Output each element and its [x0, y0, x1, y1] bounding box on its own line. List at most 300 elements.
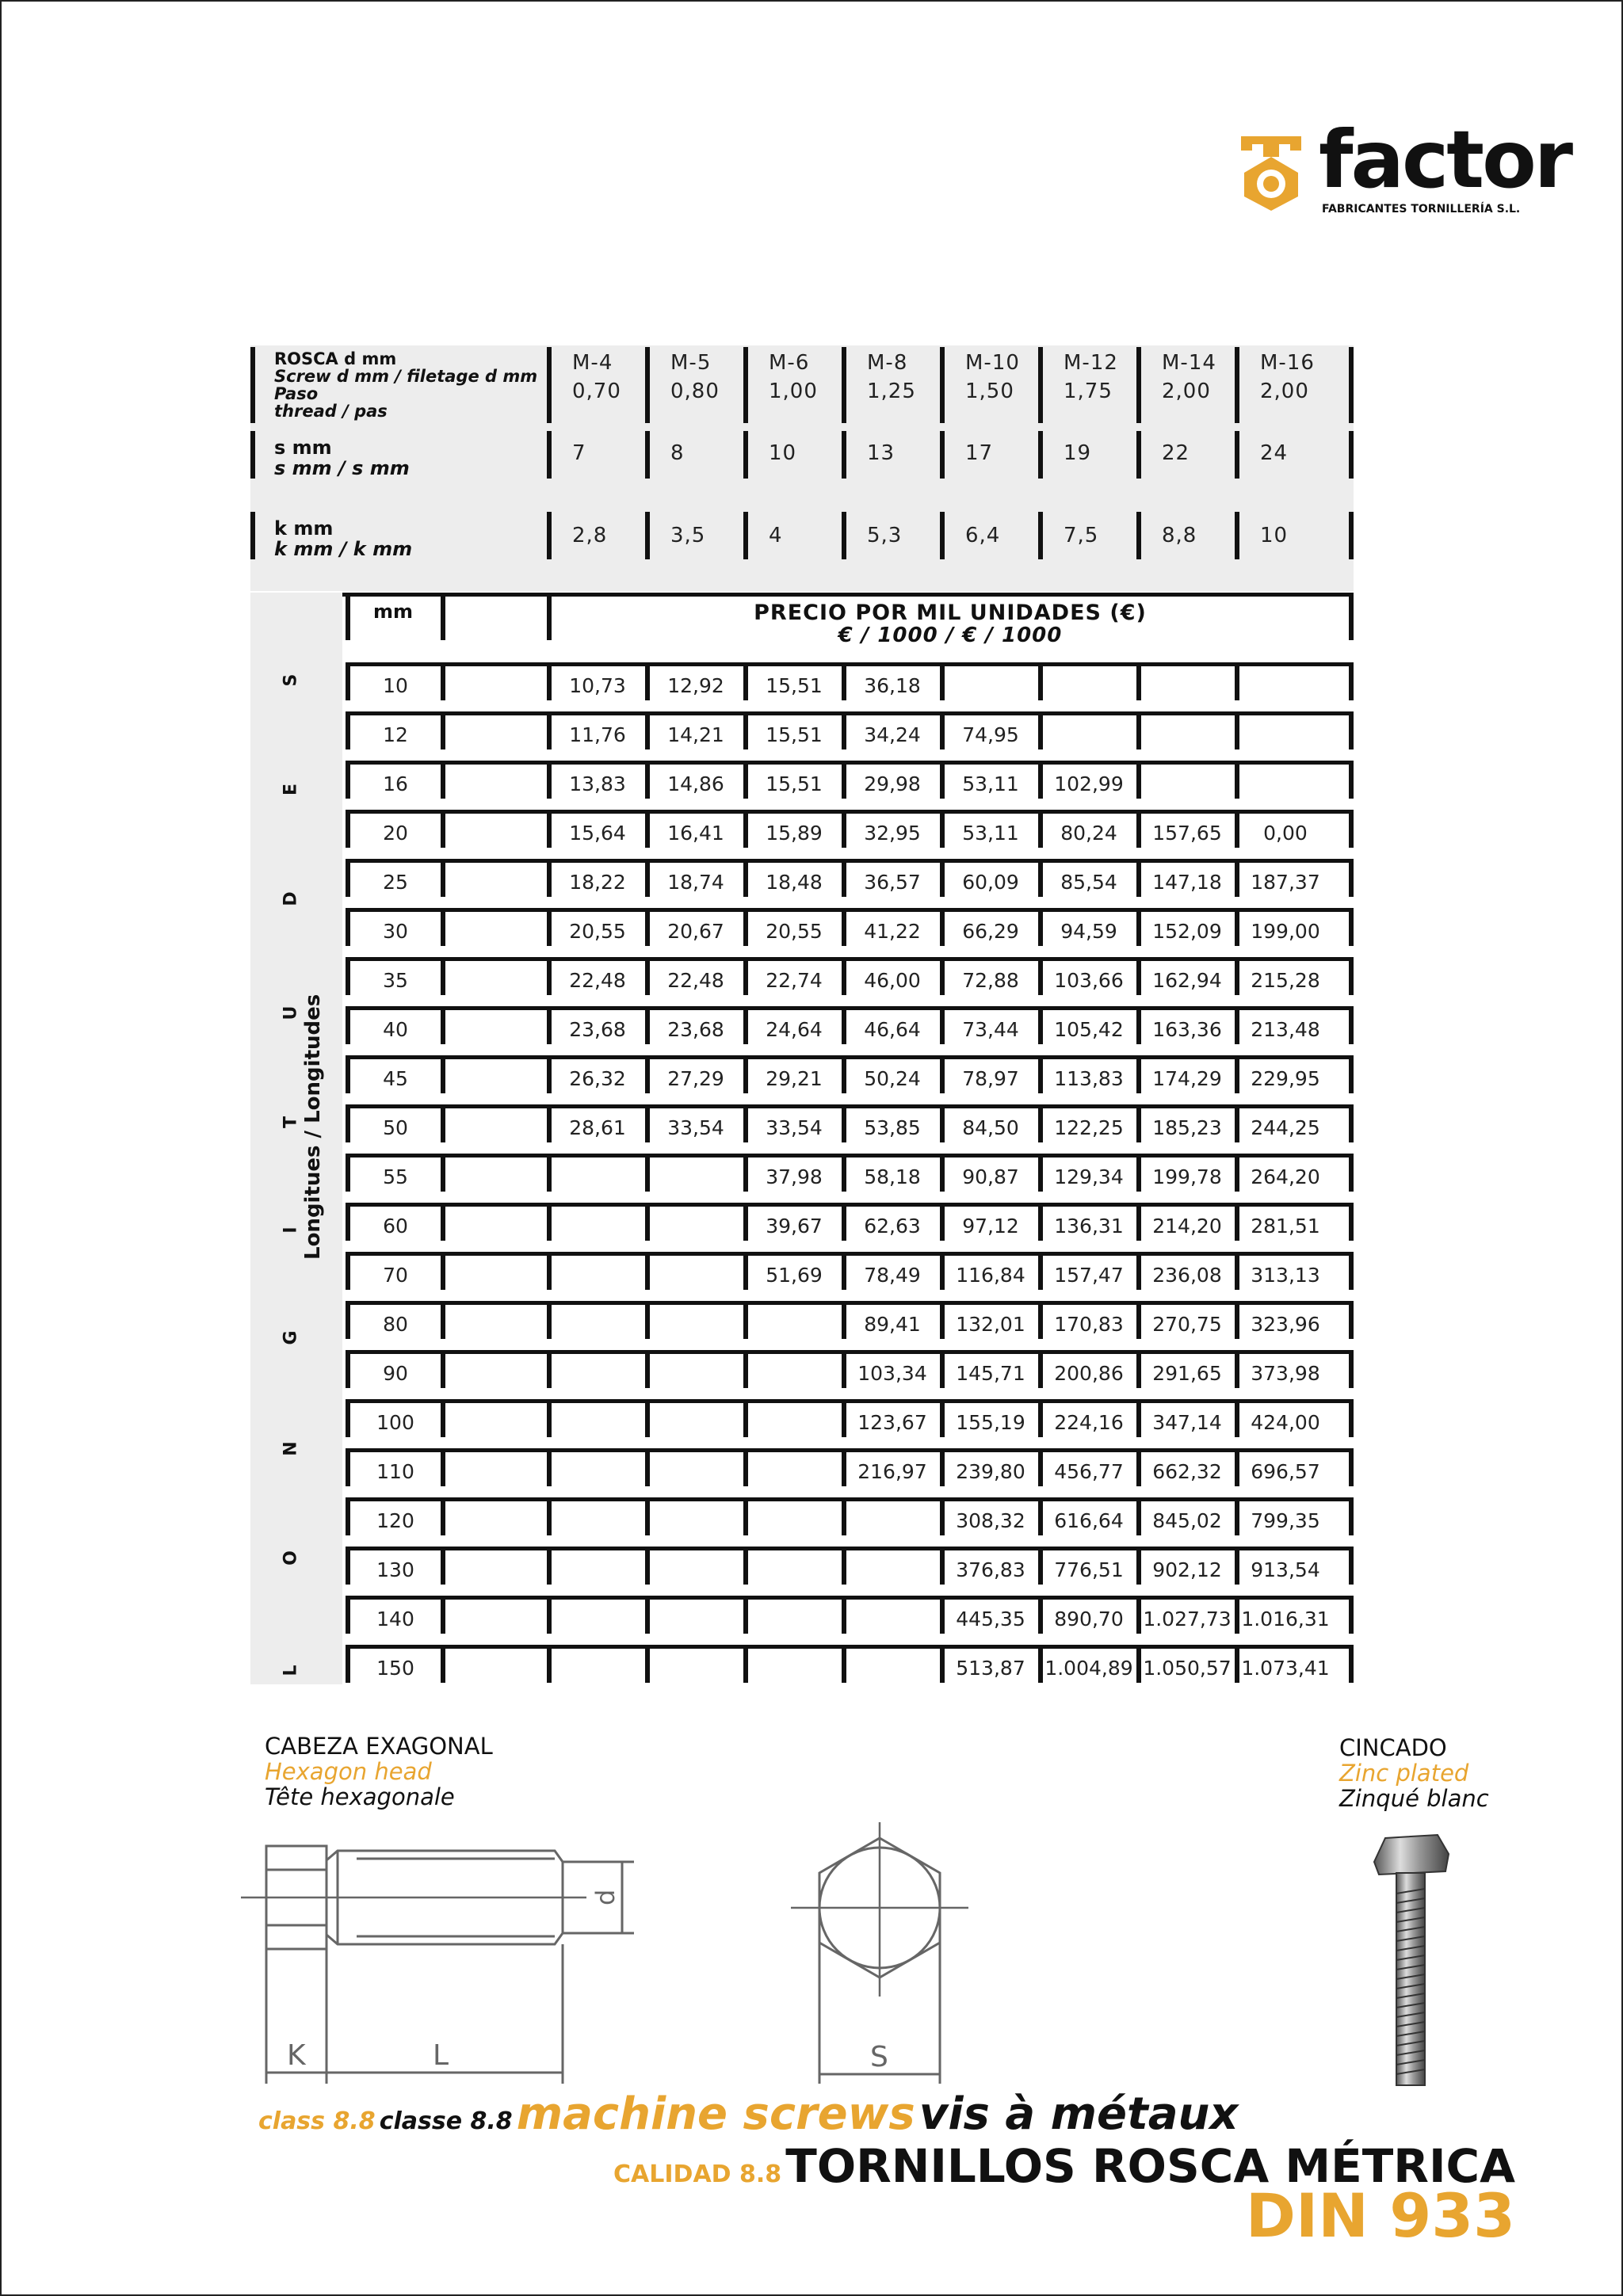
header-column-bar: [547, 431, 552, 479]
header-column-bar: [743, 347, 748, 423]
k-value: 4: [769, 524, 783, 547]
price-cell: 1.073,41: [1241, 1657, 1330, 1680]
price-cell: 28,61: [569, 1116, 626, 1139]
price-cell: [1141, 713, 1233, 757]
price-cell: [748, 1597, 840, 1642]
price-cell: [748, 1646, 840, 1691]
price-cell: 62,63: [864, 1215, 921, 1238]
price-header-bar: [547, 596, 552, 640]
s-value: 8: [670, 441, 685, 465]
price-cell: 53,11: [962, 772, 1019, 795]
title-line-1: [258, 2088, 1239, 2140]
price-cell: 41,22: [864, 920, 921, 943]
price-cell: [1141, 762, 1233, 807]
price-cell: 37,98: [766, 1165, 823, 1188]
s-value: 19: [1064, 441, 1092, 465]
price-cell: 11,76: [569, 723, 626, 746]
length-cell: 130: [376, 1558, 414, 1581]
price-cell: 102,99: [1054, 772, 1124, 795]
rosca-label-en: Screw d mm / filetage d mm: [274, 367, 538, 386]
mm-header-bar: [346, 596, 350, 640]
s-label: [274, 437, 410, 479]
thread-pitch: 1,00: [769, 379, 818, 403]
row-column-bar: [1349, 1006, 1354, 1044]
price-cell: 264,20: [1251, 1165, 1320, 1188]
price-cell: 18,48: [766, 871, 823, 894]
price-cell: [650, 1204, 742, 1249]
row-column-bar: [441, 1104, 445, 1142]
price-cell: 15,89: [766, 822, 823, 845]
thread-pitch: 2,00: [1260, 379, 1309, 403]
price-title: [547, 602, 1354, 646]
header-column-bar: [940, 431, 945, 479]
s-value: 22: [1162, 441, 1190, 465]
header-column-bar: [1038, 347, 1043, 423]
thread-pitch: 1,25: [867, 379, 916, 403]
price-cell: 58,18: [864, 1165, 921, 1188]
finish-en: Zinc plated: [1339, 1760, 1469, 1787]
header-column-bar: [1235, 431, 1239, 479]
price-cell: [552, 1548, 643, 1592]
price-cell: 281,51: [1251, 1215, 1320, 1238]
price-cell: 32,95: [864, 822, 921, 845]
price-cell: 15,51: [766, 772, 823, 795]
price-cell: 224,16: [1054, 1411, 1124, 1434]
price-cell: 162,94: [1152, 969, 1222, 992]
header-bar: [250, 512, 255, 559]
price-cell: 36,18: [864, 674, 921, 697]
header-column-bar: [842, 512, 846, 559]
price-cell: [846, 1646, 938, 1691]
length-cell: 100: [376, 1411, 414, 1434]
header-column-bar: [645, 431, 650, 479]
price-cell: 696,57: [1251, 1460, 1320, 1483]
side-letter: L: [281, 1665, 301, 1676]
price-title-sub: € / 1000 / € / 1000: [838, 624, 1063, 647]
price-cell: [1043, 664, 1135, 708]
header-bar: [250, 431, 255, 479]
price-cell: [748, 1352, 840, 1396]
row-column-bar: [1349, 1448, 1354, 1486]
price-cell: 662,32: [1152, 1460, 1222, 1483]
price-cell: 66,29: [962, 920, 1019, 943]
price-cell: [650, 1352, 742, 1396]
price-cell: 15,51: [766, 674, 823, 697]
price-cell: 12,92: [667, 674, 724, 697]
thread-size: M-12: [1064, 351, 1118, 375]
price-cell: 22,48: [569, 969, 626, 992]
price-cell: [552, 1401, 643, 1445]
head-type-en: Hexagon head: [265, 1758, 432, 1785]
price-cell: [748, 1499, 840, 1543]
row-column-bar: [1349, 1547, 1354, 1585]
calidad: CALIDAD 8.8: [613, 2161, 782, 2188]
price-cell: [748, 1302, 840, 1347]
price-cell: [748, 1401, 840, 1445]
header-column-bar: [1038, 512, 1043, 559]
price-cell: 376,83: [956, 1558, 1025, 1581]
finish-fr: Zinqué blanc: [1339, 1785, 1489, 1812]
price-cell: [748, 1450, 840, 1494]
price-cell: 799,35: [1251, 1509, 1320, 1532]
side-letter: D: [281, 891, 301, 906]
price-cell: 36,57: [864, 871, 921, 894]
row-column-bar: [441, 859, 445, 897]
price-cell: [846, 1548, 938, 1592]
length-cell: 10: [383, 674, 408, 697]
price-cell: [552, 1646, 643, 1691]
price-title-main: PRECIO POR MIL UNIDADES (€): [754, 601, 1147, 625]
row-column-bar: [1349, 1301, 1354, 1339]
row-column-bar: [1349, 908, 1354, 946]
price-cell: [552, 1204, 643, 1249]
s-value: 10: [769, 441, 797, 465]
s-label-en: s mm / s mm: [274, 457, 410, 479]
diagram-label-d: d: [590, 1889, 621, 1905]
price-cell: 60,09: [962, 871, 1019, 894]
s-value: 24: [1260, 441, 1289, 465]
price-cell: 313,13: [1251, 1264, 1320, 1287]
price-cell: [846, 1499, 938, 1543]
price-cell: [1239, 664, 1331, 708]
price-cell: 347,14: [1152, 1411, 1222, 1434]
price-cell: 53,11: [962, 822, 1019, 845]
row-column-bar: [441, 1006, 445, 1044]
row-column-bar: [441, 1252, 445, 1290]
price-cell: 216,97: [857, 1460, 927, 1483]
price-cell: 51,69: [766, 1264, 823, 1287]
row-column-bar: [441, 1301, 445, 1339]
row-column-bar: [1349, 761, 1354, 799]
length-cell: 30: [383, 920, 408, 943]
price-header-bar: [1349, 596, 1354, 640]
price-cell: 116,84: [956, 1264, 1025, 1287]
price-cell: 23,68: [569, 1018, 626, 1041]
price-cell: 1.004,89: [1044, 1657, 1133, 1680]
price-cell: 456,77: [1054, 1460, 1124, 1483]
price-cell: 913,54: [1251, 1558, 1320, 1581]
price-cell: 84,50: [962, 1116, 1019, 1139]
price-cell: 1.027,73: [1143, 1608, 1232, 1630]
row-column-bar: [441, 761, 445, 799]
s-value: 17: [965, 441, 994, 465]
price-cell: 174,29: [1152, 1067, 1222, 1090]
header-column-bar: [842, 347, 846, 423]
row-column-bar: [1349, 1104, 1354, 1142]
price-cell: 616,64: [1054, 1509, 1124, 1532]
price-cell: [1141, 664, 1233, 708]
price-cell: 80,24: [1060, 822, 1117, 845]
length-cell: 60: [383, 1215, 408, 1238]
length-cell: 120: [376, 1509, 414, 1532]
row-column-bar: [441, 957, 445, 995]
row-column-bar: [1349, 957, 1354, 995]
price-cell: [650, 1499, 742, 1543]
price-cell: 145,71: [956, 1362, 1025, 1385]
price-cell: [846, 1597, 938, 1642]
price-cell: 20,67: [667, 920, 724, 943]
price-cell: 23,68: [667, 1018, 724, 1041]
header-column-bar: [743, 431, 748, 479]
k-label: [274, 518, 412, 559]
price-cell: 85,54: [1060, 871, 1117, 894]
finish-block: [1339, 1735, 1489, 1811]
side-letter: O: [281, 1550, 301, 1566]
logo-word: factor: [1319, 113, 1571, 206]
length-cell: 55: [383, 1165, 408, 1188]
class-en: class 8.8: [258, 2107, 376, 2135]
price-cell: 147,18: [1152, 871, 1222, 894]
price-cell: 29,98: [864, 772, 921, 795]
side-band: [250, 593, 342, 1684]
length-cell: 35: [383, 969, 408, 992]
header-column-bar: [1235, 512, 1239, 559]
price-cell: 244,25: [1251, 1116, 1320, 1139]
price-cell: 103,34: [857, 1362, 927, 1385]
thread-size: M-14: [1162, 351, 1216, 375]
price-cell: [650, 1253, 742, 1298]
thread-pitch: 0,70: [572, 379, 621, 403]
row-column-bar: [441, 1399, 445, 1437]
diagram-label-s: S: [870, 2041, 888, 2073]
head-type-fr: Tête hexagonale: [265, 1783, 455, 1810]
head-type-block: [265, 1733, 493, 1810]
price-cell: 323,96: [1251, 1313, 1320, 1336]
s-label-es: s mm: [274, 437, 332, 459]
paso-label: Paso: [274, 384, 319, 403]
row-column-bar: [1349, 1252, 1354, 1290]
k-label-en: k mm / k mm: [274, 538, 413, 560]
header-column-bar: [547, 347, 552, 423]
length-cell: 70: [383, 1264, 408, 1287]
price-cell: 229,95: [1251, 1067, 1320, 1090]
price-cell: 270,75: [1152, 1313, 1222, 1336]
price-cell: 33,54: [766, 1116, 823, 1139]
price-cell: [650, 1155, 742, 1199]
price-cell: 236,08: [1152, 1264, 1222, 1287]
price-cell: 1.016,31: [1241, 1608, 1330, 1630]
hexagon-head-drawing: [785, 1822, 983, 2092]
thread-size: M-6: [769, 351, 810, 375]
thread-size: M-8: [867, 351, 908, 375]
price-cell: 15,64: [569, 822, 626, 845]
row-column-bar: [441, 1154, 445, 1192]
price-cell: [748, 1548, 840, 1592]
price-header-top-line: [250, 593, 1354, 597]
price-cell: 776,51: [1054, 1558, 1124, 1581]
header-column-bar: [645, 512, 650, 559]
price-cell: [552, 1155, 643, 1199]
price-cell: 53,85: [864, 1116, 921, 1139]
header-right-bar: [1349, 347, 1354, 423]
price-cell: 39,67: [766, 1215, 823, 1238]
price-cell: 20,55: [766, 920, 823, 943]
price-cell: 1.050,57: [1143, 1657, 1232, 1680]
class-fr: classe 8.8: [379, 2107, 513, 2135]
thread-pitch: 1,75: [1064, 379, 1113, 403]
header-column-bar: [547, 512, 552, 559]
k-value: 8,8: [1162, 524, 1197, 547]
thread-pitch: 1,50: [965, 379, 1014, 403]
row-column-bar: [441, 662, 445, 700]
price-cell: 132,01: [956, 1313, 1025, 1336]
mm-header-bar: [441, 596, 445, 640]
length-cell: 20: [383, 822, 408, 845]
length-cell: 45: [383, 1067, 408, 1090]
thread-pitch: 0,80: [670, 379, 720, 403]
price-cell: 239,80: [956, 1460, 1025, 1483]
header-column-bar: [940, 347, 945, 423]
header-column-bar: [842, 431, 846, 479]
length-cell: 90: [383, 1362, 408, 1385]
price-cell: [552, 1302, 643, 1347]
row-column-bar: [1349, 1645, 1354, 1683]
length-cell: 50: [383, 1116, 408, 1139]
row-column-bar: [441, 810, 445, 848]
header-right-bar: [1349, 512, 1354, 559]
row-column-bar: [1349, 662, 1354, 700]
price-cell: 424,00: [1251, 1411, 1320, 1434]
header-bar: [250, 347, 255, 423]
price-cell: 122,25: [1054, 1116, 1124, 1139]
price-cell: 105,42: [1054, 1018, 1124, 1041]
price-cell: 157,47: [1054, 1264, 1124, 1287]
length-cell: 25: [383, 871, 408, 894]
k-value: 5,3: [867, 524, 903, 547]
header-column-bar: [1235, 347, 1239, 423]
row-column-bar: [441, 1203, 445, 1241]
price-cell: [552, 1253, 643, 1298]
price-cell: 90,87: [962, 1165, 1019, 1188]
price-cell: 123,67: [857, 1411, 927, 1434]
header-column-bar: [1038, 431, 1043, 479]
thread-size: M-16: [1260, 351, 1315, 375]
row-column-bar: [441, 1596, 445, 1634]
row-column-bar: [1349, 859, 1354, 897]
diagram-label-k: K: [287, 2039, 306, 2072]
row-column-bar: [441, 1645, 445, 1683]
row-column-bar: [1349, 711, 1354, 749]
side-letter: U: [281, 1005, 301, 1020]
price-cell: 46,00: [864, 969, 921, 992]
thread-label: thread / pas: [274, 402, 388, 421]
price-cell: [650, 1646, 742, 1691]
price-cell: 18,22: [569, 871, 626, 894]
row-column-bar: [1349, 1497, 1354, 1535]
side-letter: S: [281, 673, 301, 687]
price-cell: 89,41: [864, 1313, 921, 1336]
price-cell: 445,35: [956, 1608, 1025, 1630]
zinc-bolt-photo: [1363, 1830, 1458, 2092]
row-column-bar: [1349, 1350, 1354, 1388]
header-column-bar: [1136, 431, 1141, 479]
length-cell: 16: [383, 772, 408, 795]
k-value: 7,5: [1064, 524, 1099, 547]
price-cell: 373,98: [1251, 1362, 1320, 1385]
thread-size: M-5: [670, 351, 712, 375]
price-cell: 170,83: [1054, 1313, 1124, 1336]
price-cell: 20,55: [569, 920, 626, 943]
price-cell: 155,19: [956, 1411, 1025, 1434]
s-value: 7: [572, 441, 586, 465]
price-cell: 78,49: [864, 1264, 921, 1287]
price-cell: 10,73: [569, 674, 626, 697]
thread-pitch: 2,00: [1162, 379, 1211, 403]
row-column-bar: [441, 1547, 445, 1585]
din-title: DIN 933: [1245, 2180, 1515, 2251]
length-cell: 110: [376, 1460, 414, 1483]
price-cell: 74,95: [962, 723, 1019, 746]
price-cell: [650, 1597, 742, 1642]
row-column-bar: [1349, 1596, 1354, 1634]
price-cell: 890,70: [1054, 1608, 1124, 1630]
price-cell: 27,29: [667, 1067, 724, 1090]
length-cell: 40: [383, 1018, 408, 1041]
header-column-bar: [940, 512, 945, 559]
k-value: 2,8: [572, 524, 608, 547]
price-cell: 199,00: [1251, 920, 1320, 943]
price-cell: 136,31: [1054, 1215, 1124, 1238]
side-letter: E: [281, 783, 301, 796]
price-cell: 163,36: [1152, 1018, 1222, 1041]
side-title: Longitues / Longitudes: [301, 994, 325, 1260]
price-cell: 215,28: [1251, 969, 1320, 992]
price-cell: 214,20: [1152, 1215, 1222, 1238]
row-column-bar: [1349, 1203, 1354, 1241]
head-type-es: CABEZA EXAGONAL: [265, 1733, 493, 1760]
s-value: 13: [867, 441, 896, 465]
price-cell: 34,24: [864, 723, 921, 746]
price-cell: 129,34: [1054, 1165, 1124, 1188]
price-cell: 185,23: [1152, 1116, 1222, 1139]
price-cell: 26,32: [569, 1067, 626, 1090]
price-cell: 157,65: [1152, 822, 1222, 845]
price-cell: 22,48: [667, 969, 724, 992]
price-cell: [650, 1548, 742, 1592]
price-cell: 845,02: [1152, 1509, 1222, 1532]
price-cell: 113,83: [1054, 1067, 1124, 1090]
length-cell: 12: [383, 723, 408, 746]
price-cell: 15,51: [766, 723, 823, 746]
header-column-bar: [645, 347, 650, 423]
price-cell: 78,97: [962, 1067, 1019, 1090]
thread-size: M-10: [965, 351, 1020, 375]
price-cell: 46,64: [864, 1018, 921, 1041]
side-letter: I: [281, 1226, 301, 1234]
price-cell: 152,09: [1152, 920, 1222, 943]
thread-size: M-4: [572, 351, 613, 375]
mm-label: mm: [372, 601, 413, 623]
length-cell: 140: [376, 1608, 414, 1630]
price-cell: [945, 664, 1037, 708]
price-cell: [552, 1499, 643, 1543]
diagram-label-l: L: [433, 2039, 449, 2072]
finish-es: CINCADO: [1339, 1734, 1447, 1761]
bolt-side-drawing: [238, 1822, 666, 2092]
rosca-label: [274, 350, 537, 420]
price-cell: 33,54: [667, 1116, 724, 1139]
price-cell: 16,41: [667, 822, 724, 845]
row-column-bar: [1349, 810, 1354, 848]
price-cell: 0,00: [1263, 822, 1308, 845]
factor-logo: [1236, 113, 1571, 222]
header-column-bar: [1136, 512, 1141, 559]
side-letter: N: [281, 1441, 301, 1456]
price-cell: 308,32: [956, 1509, 1025, 1532]
name-fr: vis à métaux: [918, 2088, 1239, 2140]
length-cell: 150: [376, 1657, 414, 1680]
price-cell: 291,65: [1152, 1362, 1222, 1385]
